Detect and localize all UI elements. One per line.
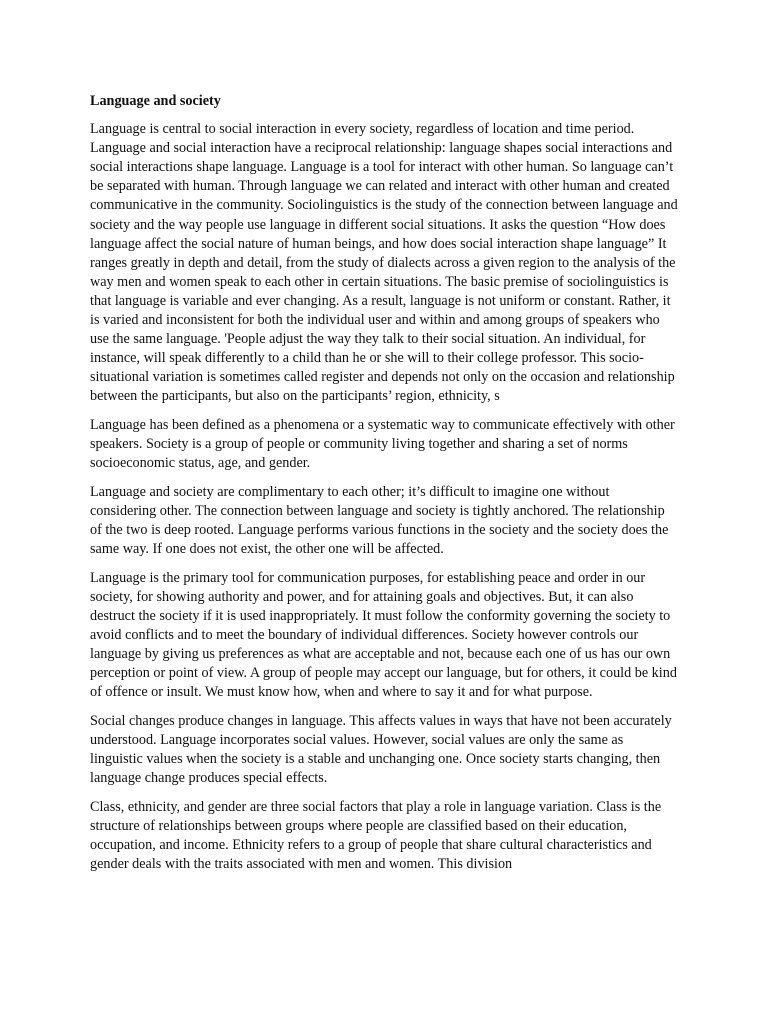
document-page xyxy=(90,92,678,884)
paragraph-2: Language has been defined as a phenomena or a systematic way to communicate effectively with other speakers. Society is a group of people or community living together and sharing a set of norms socioeconomic status, age, and gender. xyxy=(90,417,675,472)
paragraph-5: Social changes produce changes in language. This affects values in ways that have not been accurately understood. Language incorporates social values. However, social values are only the same as linguistic values when the society is a stable and unchanging one. Once society starts changing, then language change produces special effects. xyxy=(90,712,672,787)
paragraph-3: Language and society are complimentary to each other; it’s difficult to imagine one without considering other. The connection between language and society is tightly anchored. The relationship of the two is deep rooted. Language performs various functions in the society and the society does the same way. If one does not exist, the other one will be affected. xyxy=(90,483,669,558)
document-title: Language and society xyxy=(90,93,221,109)
paragraph-6: Class, ethnicity, and gender are three social factors that play a role in language variation. Class is the structure of relationships between groups where people are classified based on their education, occupation, and income. Ethnicity refers to a group of people that share cultural characteristics and gender deals with the traits associated with men and women. This division xyxy=(90,798,662,872)
paragraph-4: Language is the primary tool for communication purposes, for establishing peace and order in our society, for showing authority and power, and for attaining goals and objectives. But, it can also destruct the society if it is used inappropriately. It must follow the conformity governing the society to avoid conflicts and to meet the boundary of individual differences. Society however controls our language by giving us preferences as what are acceptable and not, because each one of us has our own perception or point of view. A group of people may accept our language, but for others, it could be kind of offence or insult. We must know how, when and where to say it and for what purpose. xyxy=(90,569,677,701)
paragraph-1: Language is central to social interaction in every society, regardless of location and time period. Language and social interaction have a reciprocal relationship: language shapes social interactions and social interactions shape language. Language is a tool for interact with other human. So language can’t be separated with human. Through language we can related and interact with other human and created communicative in the community. Sociolinguistics is the study of the connection between language and society and the way people use language in different social situations. It asks the question “How does language affect the social nature of human beings, and how does social interaction shape language” It ranges greatly in depth and detail, from the study of dialects across a given region to the analysis of the way men and women speak to each other in certain situations. The basic premise of sociolinguistics is that language is variable and ever changing. As a result, language is not uniform or constant. Rather, it is varied and inconsistent for both the individual user and within and among groups of speakers who use the same language. 'People adjust the way they talk to their social situation. An individual, for instance, will speak differently to a child than he or she will to their college professor. This socio-situational variation is sometimes called register and depends not only on the occasion and relationship between the participants, but also on the participants’ region, ethnicity, s xyxy=(90,121,678,405)
